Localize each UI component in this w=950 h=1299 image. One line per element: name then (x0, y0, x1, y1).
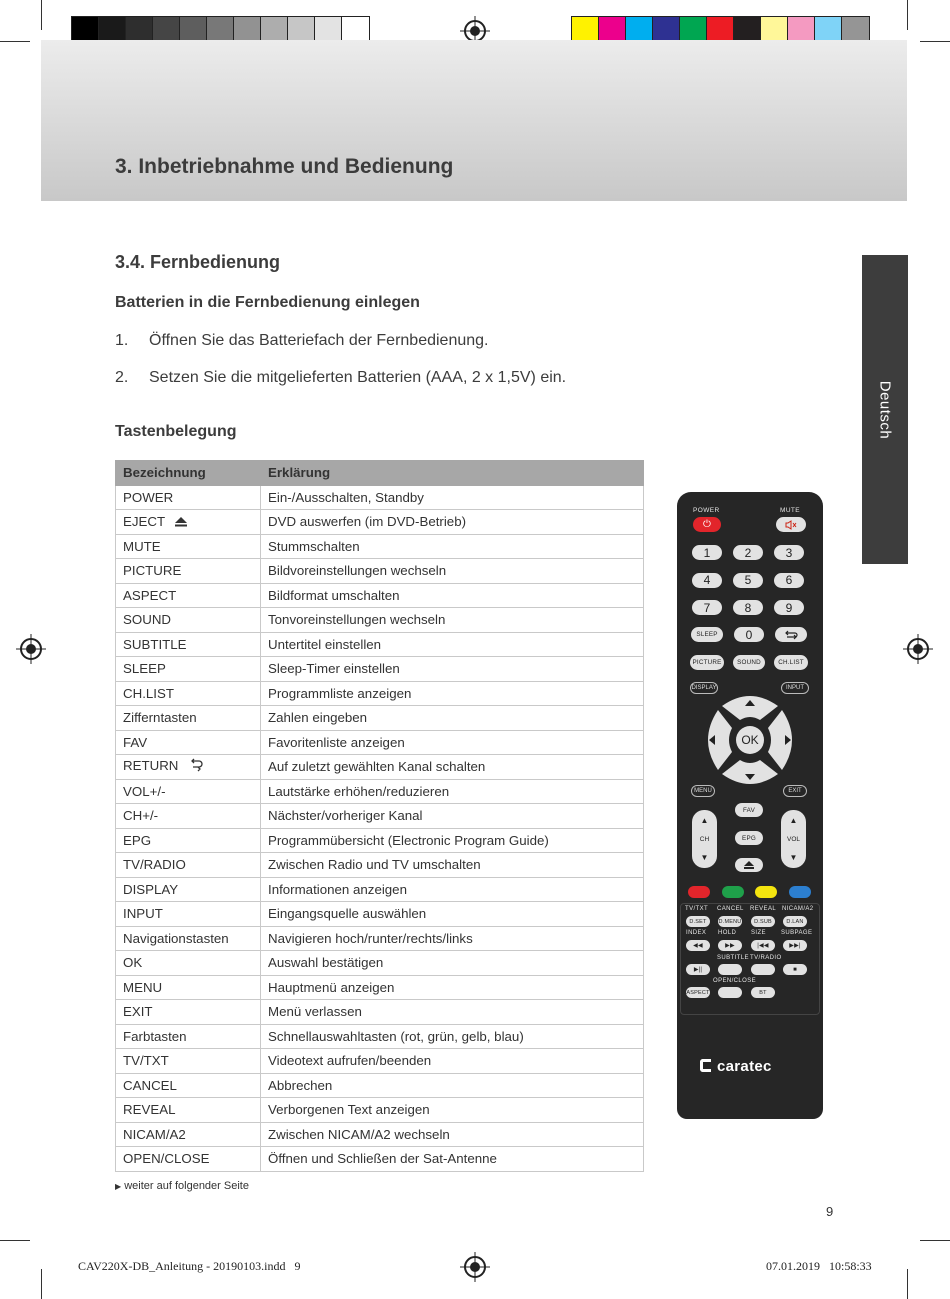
table-row (116, 730, 644, 755)
key-description-cell: Programmliste anzeigen (261, 681, 644, 706)
key-name: RETURN (123, 758, 179, 774)
digit-2-button: 2 (733, 545, 763, 560)
file-slug: CAV220X-DB_Anleitung - 20190103.indd 9 (78, 1259, 301, 1273)
color-key-button (755, 886, 777, 898)
table-title: Tastenbelegung (115, 423, 237, 440)
teletext-button: D.MENU (718, 916, 742, 927)
key-name-cell (116, 1147, 261, 1172)
return-icon (188, 758, 204, 775)
table-header-cell: Erklärung (261, 461, 644, 486)
language-tab (862, 255, 908, 564)
key-name-cell (116, 1024, 261, 1049)
table-row (116, 951, 644, 976)
date-slug: 07.01.2019 10:58:33 (766, 1259, 872, 1273)
teletext-label: SUBPAGE (781, 930, 813, 936)
arrow-up-icon: ▲ (700, 816, 709, 825)
eject-button (735, 858, 763, 872)
table-header-cell: Bezeichnung (116, 461, 261, 486)
table-header-row (116, 461, 644, 486)
table-row (116, 877, 644, 902)
key-description-cell: Sleep-Timer einstellen (261, 657, 644, 682)
eject-icon (744, 861, 754, 869)
key-name: REVEAL (123, 1102, 176, 1118)
step-text: Setzen Sie die mitgelieferten Batterien (AAA, 2 x 1,5V) ein. (149, 369, 567, 386)
key-name: EPG (123, 832, 152, 848)
openclose-button (718, 987, 742, 998)
crop-mark (920, 41, 950, 42)
table-row (116, 755, 644, 780)
key-description-cell: Auswahl bestätigen (261, 951, 644, 976)
key-name-cell (116, 1000, 261, 1025)
key-name: ASPECT (123, 587, 177, 603)
teletext-label: HOLD (718, 930, 737, 936)
registration-mark-icon (464, 20, 486, 42)
subtitle-button (718, 964, 742, 975)
chlist-button: CH.LIST (774, 655, 808, 670)
stop-icon: ■ (783, 964, 807, 975)
key-description-cell: Stummschalten (261, 534, 644, 559)
table-row (116, 902, 644, 927)
teletext-label: INDEX (686, 930, 707, 936)
key-description-cell: Abbrechen (261, 1073, 644, 1098)
key-name-cell (116, 510, 261, 535)
step-text: Öffnen Sie das Batteriefach der Fernbedienung. (149, 332, 489, 349)
key-name: MENU (123, 979, 163, 995)
return-button (775, 627, 807, 642)
digit-1-button: 1 (692, 545, 722, 560)
return-icon (783, 630, 799, 640)
key-name-cell (116, 1073, 261, 1098)
ch-label: CH (699, 835, 710, 843)
crop-mark (0, 41, 30, 42)
crop-mark (0, 1240, 30, 1241)
arrow-down-icon: ▼ (700, 853, 709, 862)
teletext-label: NICAM/A2 (782, 906, 814, 912)
page-number: 9 (826, 1204, 834, 1219)
ok-label: OK (741, 733, 759, 747)
table-row (116, 534, 644, 559)
key-description-cell: Informationen anzeigen (261, 877, 644, 902)
key-name-cell (116, 877, 261, 902)
table-row (116, 485, 644, 510)
key-description-cell: Nächster/vorheriger Kanal (261, 804, 644, 829)
key-description-cell: Auf zuletzt gewählten Kanal schalten (261, 755, 644, 780)
mute-button (776, 517, 806, 532)
crop-mark (907, 1269, 908, 1299)
key-name-cell (116, 951, 261, 976)
key-name-cell (116, 730, 261, 755)
nav-up-button (722, 696, 778, 720)
key-name-cell (116, 902, 261, 927)
color-key-button (789, 886, 811, 898)
nav-down-button (722, 760, 778, 784)
key-description-cell: Zwischen NICAM/A2 wechseln (261, 1122, 644, 1147)
key-name: INPUT (123, 906, 163, 922)
vol-rocker (781, 810, 806, 868)
epg-button: EPG (735, 831, 763, 845)
key-name: EXIT (123, 1004, 153, 1020)
key-description-cell: Bildformat umschalten (261, 583, 644, 608)
key-name-cell (116, 1049, 261, 1074)
key-name-cell (116, 608, 261, 633)
brand-name: caratec (717, 1058, 772, 1075)
key-name: OPEN/CLOSE (123, 1151, 210, 1167)
key-name-cell (116, 1098, 261, 1123)
key-name: POWER (123, 489, 174, 505)
table-row (116, 1024, 644, 1049)
teletext-button: D.SUB (751, 916, 775, 927)
crop-mark (920, 1240, 950, 1241)
key-description-cell: Favoritenliste anzeigen (261, 730, 644, 755)
continued-text: weiter auf folgender Seite (124, 1180, 249, 1192)
digit-7-button: 7 (692, 600, 722, 615)
language-tab-label: Deutsch (876, 380, 894, 440)
aspect-button: ASPECT (686, 987, 710, 998)
table-row (116, 632, 644, 657)
continued-note (115, 1180, 249, 1192)
key-name: DISPLAY (123, 881, 179, 897)
key-name-cell (116, 853, 261, 878)
table-row (116, 608, 644, 633)
step-item (115, 369, 566, 387)
digit-0-button: 0 (734, 627, 764, 642)
key-description-cell: Zahlen eingeben (261, 706, 644, 731)
key-description-cell: Öffnen und Schließen der Sat-Antenne (261, 1147, 644, 1172)
key-name-cell (116, 975, 261, 1000)
skip-forward-icon: ▶▶| (783, 940, 807, 951)
key-name-cell (116, 706, 261, 731)
key-name: Farbtasten (123, 1028, 187, 1044)
digit-5-button: 5 (733, 573, 763, 588)
exit-button: EXIT (783, 785, 807, 797)
table-row (116, 853, 644, 878)
key-name-cell (116, 559, 261, 584)
crop-mark (907, 0, 908, 30)
vol-label: VOL (786, 835, 800, 843)
fast-forward-icon: ▶▶ (718, 940, 742, 951)
arrow-down-icon: ▼ (789, 853, 798, 862)
key-description-cell: Bildvoreinstellungen wechseln (261, 559, 644, 584)
key-name: VOL+/- (123, 783, 166, 799)
key-name-cell (116, 926, 261, 951)
digit-4-button: 4 (692, 573, 722, 588)
key-name-cell (116, 779, 261, 804)
chapter-title: 3. Inbetriebnahme und Bedienung (115, 155, 454, 178)
sound-button: SOUND (733, 655, 765, 670)
step-number: 1. (115, 332, 129, 349)
menu-button: MENU (691, 785, 715, 797)
key-name: CH+/- (123, 808, 159, 824)
subtitle-label: SUBTITLE (717, 955, 749, 961)
key-description-cell: Hauptmenü anzeigen (261, 975, 644, 1000)
section-subtitle: Batterien in die Fernbedienung einlegen (115, 294, 420, 311)
key-description-cell: Eingangsquelle auswählen (261, 902, 644, 927)
table-row (116, 975, 644, 1000)
key-description-cell: Navigieren hoch/runter/rechts/links (261, 926, 644, 951)
fav-button: FAV (735, 803, 763, 817)
table-row (116, 681, 644, 706)
key-name-cell (116, 657, 261, 682)
digit-6-button: 6 (774, 573, 804, 588)
color-key-button (722, 886, 744, 898)
picture-button: PICTURE (690, 655, 724, 670)
teletext-label: REVEAL (750, 906, 777, 912)
arrow-up-icon: ▲ (789, 816, 798, 825)
teletext-label: CANCEL (717, 906, 744, 912)
key-name: NICAM/A2 (123, 1126, 186, 1142)
rewind-icon: ◀◀ (686, 940, 710, 951)
key-description-cell: Programmübersicht (Electronic Program Guide) (261, 828, 644, 853)
key-name-cell (116, 755, 261, 780)
key-description-cell: Schnellauswahltasten (rot, grün, gelb, blau) (261, 1024, 644, 1049)
table-row (116, 583, 644, 608)
tv-radio-label: TV/RADIO (750, 955, 782, 961)
key-name: Navigationstasten (123, 930, 229, 946)
bt-button: BT (751, 987, 775, 998)
color-key-button (688, 886, 710, 898)
brand-logo (700, 1058, 772, 1075)
table-row (116, 559, 644, 584)
arrow-right-icon: ▶ (115, 1182, 122, 1191)
digit-3-button: 3 (774, 545, 804, 560)
table-row (116, 1000, 644, 1025)
table-row (116, 828, 644, 853)
power-label: POWER (693, 507, 720, 514)
teletext-label: SIZE (751, 930, 766, 936)
registration-mark-icon (20, 638, 42, 660)
sleep-button: SLEEP (691, 627, 723, 642)
table-row (116, 779, 644, 804)
tv-radio-button (751, 964, 775, 975)
table-row (116, 706, 644, 731)
key-name: EJECT (123, 513, 166, 529)
key-name-cell (116, 804, 261, 829)
key-name: SLEEP (123, 661, 166, 677)
step-number: 2. (115, 369, 129, 386)
power-button: ⏻ (693, 517, 721, 532)
key-name: TV/TXT (123, 1053, 169, 1069)
display-button: DISPLAY (690, 682, 718, 694)
key-description-cell: DVD auswerfen (im DVD-Betrieb) (261, 510, 644, 535)
key-name: MUTE (123, 538, 161, 554)
key-name-cell (116, 583, 261, 608)
table-row (116, 1122, 644, 1147)
key-name-cell (116, 681, 261, 706)
digit-9-button: 9 (774, 600, 804, 615)
key-name-cell (116, 828, 261, 853)
step-item (115, 332, 488, 350)
key-name-cell (116, 534, 261, 559)
ch-rocker (692, 810, 717, 868)
key-description-cell: Untertitel einstellen (261, 632, 644, 657)
key-description-cell: Zwischen Radio und TV umschalten (261, 853, 644, 878)
table-row (116, 804, 644, 829)
registration-mark-icon (464, 1256, 486, 1278)
teletext-label: TV/TXT (685, 906, 709, 912)
key-name: CH.LIST (123, 685, 174, 701)
mute-label: MUTE (780, 507, 801, 514)
skip-back-icon: |◀◀ (751, 940, 775, 951)
input-button: INPUT (781, 682, 809, 694)
digit-8-button: 8 (733, 600, 763, 615)
key-description-cell: Tonvoreinstellungen wechseln (261, 608, 644, 633)
key-name: TV/RADIO (123, 857, 186, 873)
key-name: SOUND (123, 612, 172, 628)
table-row (116, 510, 644, 535)
brand-mark-icon (700, 1059, 711, 1072)
play-pause-icon: ▶|| (686, 964, 710, 975)
crop-mark (41, 1269, 42, 1299)
key-table (115, 460, 644, 1172)
crop-mark (41, 0, 42, 30)
table-row (116, 1147, 644, 1172)
key-description-cell: Ein-/Ausschalten, Standby (261, 485, 644, 510)
table-row (116, 1098, 644, 1123)
key-name: PICTURE (123, 563, 182, 579)
mute-icon (785, 520, 797, 530)
key-name: CANCEL (123, 1077, 177, 1093)
eject-icon (175, 515, 187, 530)
registration-mark-icon (907, 638, 929, 660)
key-name-cell (116, 632, 261, 657)
teletext-button: D.SET (686, 916, 710, 927)
key-name-cell (116, 485, 261, 510)
remote-control (677, 492, 823, 1119)
key-description-cell: Lautstärke erhöhen/reduzieren (261, 779, 644, 804)
key-name-cell (116, 1122, 261, 1147)
key-name: FAV (123, 734, 148, 750)
teletext-button: D.LAN (783, 916, 807, 927)
key-name: SUBTITLE (123, 636, 187, 652)
key-description-cell: Verborgenen Text anzeigen (261, 1098, 644, 1123)
key-name: OK (123, 955, 143, 971)
key-description-cell: Videotext aufrufen/beenden (261, 1049, 644, 1074)
table-row (116, 657, 644, 682)
openclose-label: OPEN/CLOSE (713, 978, 757, 984)
table-row (116, 1049, 644, 1074)
key-name: Zifferntasten (123, 710, 197, 726)
section-title: 3.4. Fernbedienung (115, 252, 281, 272)
table-row (116, 1073, 644, 1098)
table-row (116, 926, 644, 951)
key-description-cell: Menü verlassen (261, 1000, 644, 1025)
